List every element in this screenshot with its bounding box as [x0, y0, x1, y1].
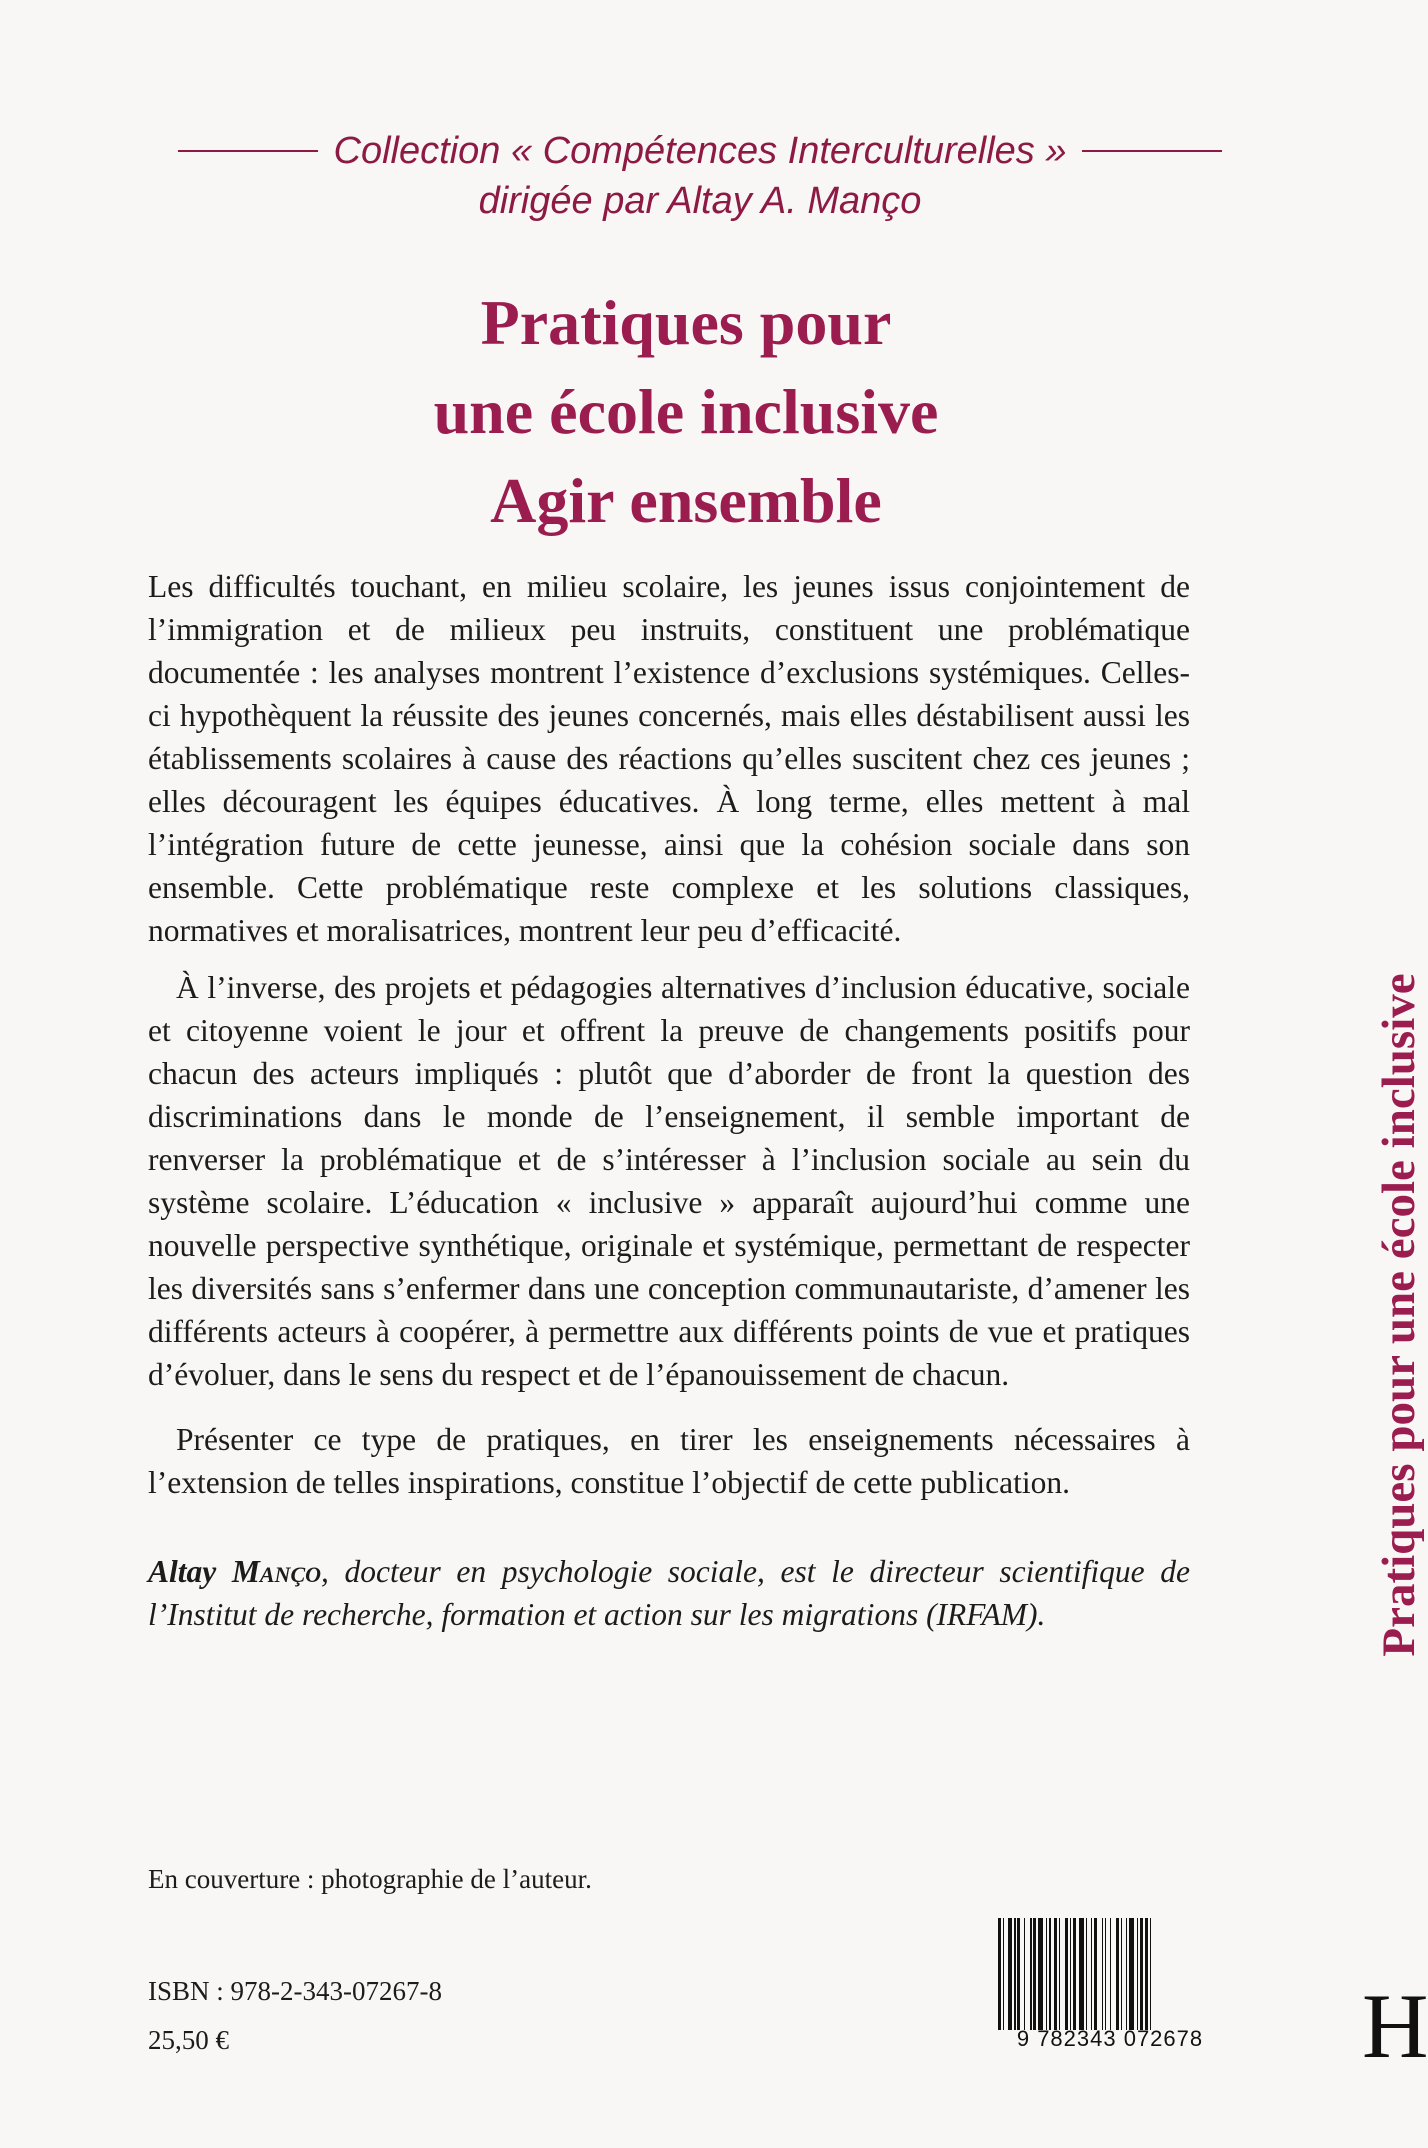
collection-line-1: [0, 126, 1400, 176]
right-rule: [1082, 150, 1222, 152]
barcode: [990, 1918, 1230, 2060]
book-title: [0, 278, 1372, 545]
author-bio-text: , docteur en psychologie sociale, est le directeur scientifique de l’Institut de recherche, formation et action sur les migrations (IRFAM).: [148, 1554, 1190, 1632]
barcode-bars: [998, 1918, 1224, 2030]
blurb: [148, 565, 1190, 1636]
barcode-bar: [1151, 1918, 1156, 2030]
left-rule: [178, 150, 318, 152]
barcode-number: 9 782343 072678: [1016, 2026, 1204, 2051]
cover-credit: En couverture : photographie de l’auteur.: [148, 1864, 592, 1894]
author-bio: [148, 1550, 1190, 1636]
title-line-1: Pratiques pour: [480, 287, 892, 358]
title-line-2: une école inclusive: [433, 376, 939, 447]
price: 25,50 €: [148, 2025, 229, 2055]
author-first-name: Altay: [148, 1554, 217, 1589]
isbn: ISBN : 978-2-343-07267-8: [148, 1976, 442, 2006]
blurb-paragraph-1: Les difficultés touchant, en milieu scolaire, les jeunes issus conjointement de l’immigration et de milieux peu instruits, constituent une problématique documentée : les analyses montrent l’existence d’exclusions systémiques. Celles-ci hypothèquent la réussite des jeunes concernés, mais elles déstabilisent aussi les établissements scolaires à cause des réactions qu’elles suscitent chez ces jeunes ; elles découragent les équipes éducatives. À long terme, elles mettent à mal l’intégration future de cette jeunesse, ainsi que la cohésion sociale dans son ensemble. Cette problématique reste complexe et les solutions classiques, normatives et moralisatrices, montrent leur peu d’efficacité.: [148, 569, 1190, 948]
publisher-logo: H: [1362, 1975, 1428, 2077]
blurb-paragraph-2: À l’inverse, des projets et pédagogies alternatives d’inclusion éducative, sociale et citoyenne voient le jour et offrent la preuve de changements positifs pour chacun des acteurs impliqués : plutôt que d’aborder de front la question des discriminations dans le monde de l’enseignement, il semble important de renverser la problématique et de s’intéresser à l’inclusion sociale au sein du système scolaire. L’éducation « inclusive » apparaît aujourd’hui comme une nouvelle perspective synthétique, originale et systémique, permettant de respecter les diversités sans s’enfermer dans une conception communautariste, d’amener les différents acteurs à coopérer, à permettre aux différents points de vue et pratiques d’évoluer, dans le sens du respect et de l’épanouissement de chacun.: [148, 970, 1190, 1392]
spine-title: Pratiques pour une école inclusive: [1373, 973, 1425, 1657]
collection-name: Collection « Compétences Interculturelles »: [333, 130, 1067, 172]
collection-header: [0, 126, 1400, 226]
author-last-name: Manço: [231, 1554, 322, 1589]
title-line-3: Agir ensemble: [490, 465, 882, 536]
blurb-paragraph-3: Présenter ce type de pratiques, en tirer les enseignements nécessaires à l’extension de telles inspirations, constitue l’objectif de cette publication.: [148, 1422, 1190, 1500]
collection-editor: dirigée par Altay A. Manço: [478, 180, 922, 222]
spine: [1362, 930, 1425, 1700]
